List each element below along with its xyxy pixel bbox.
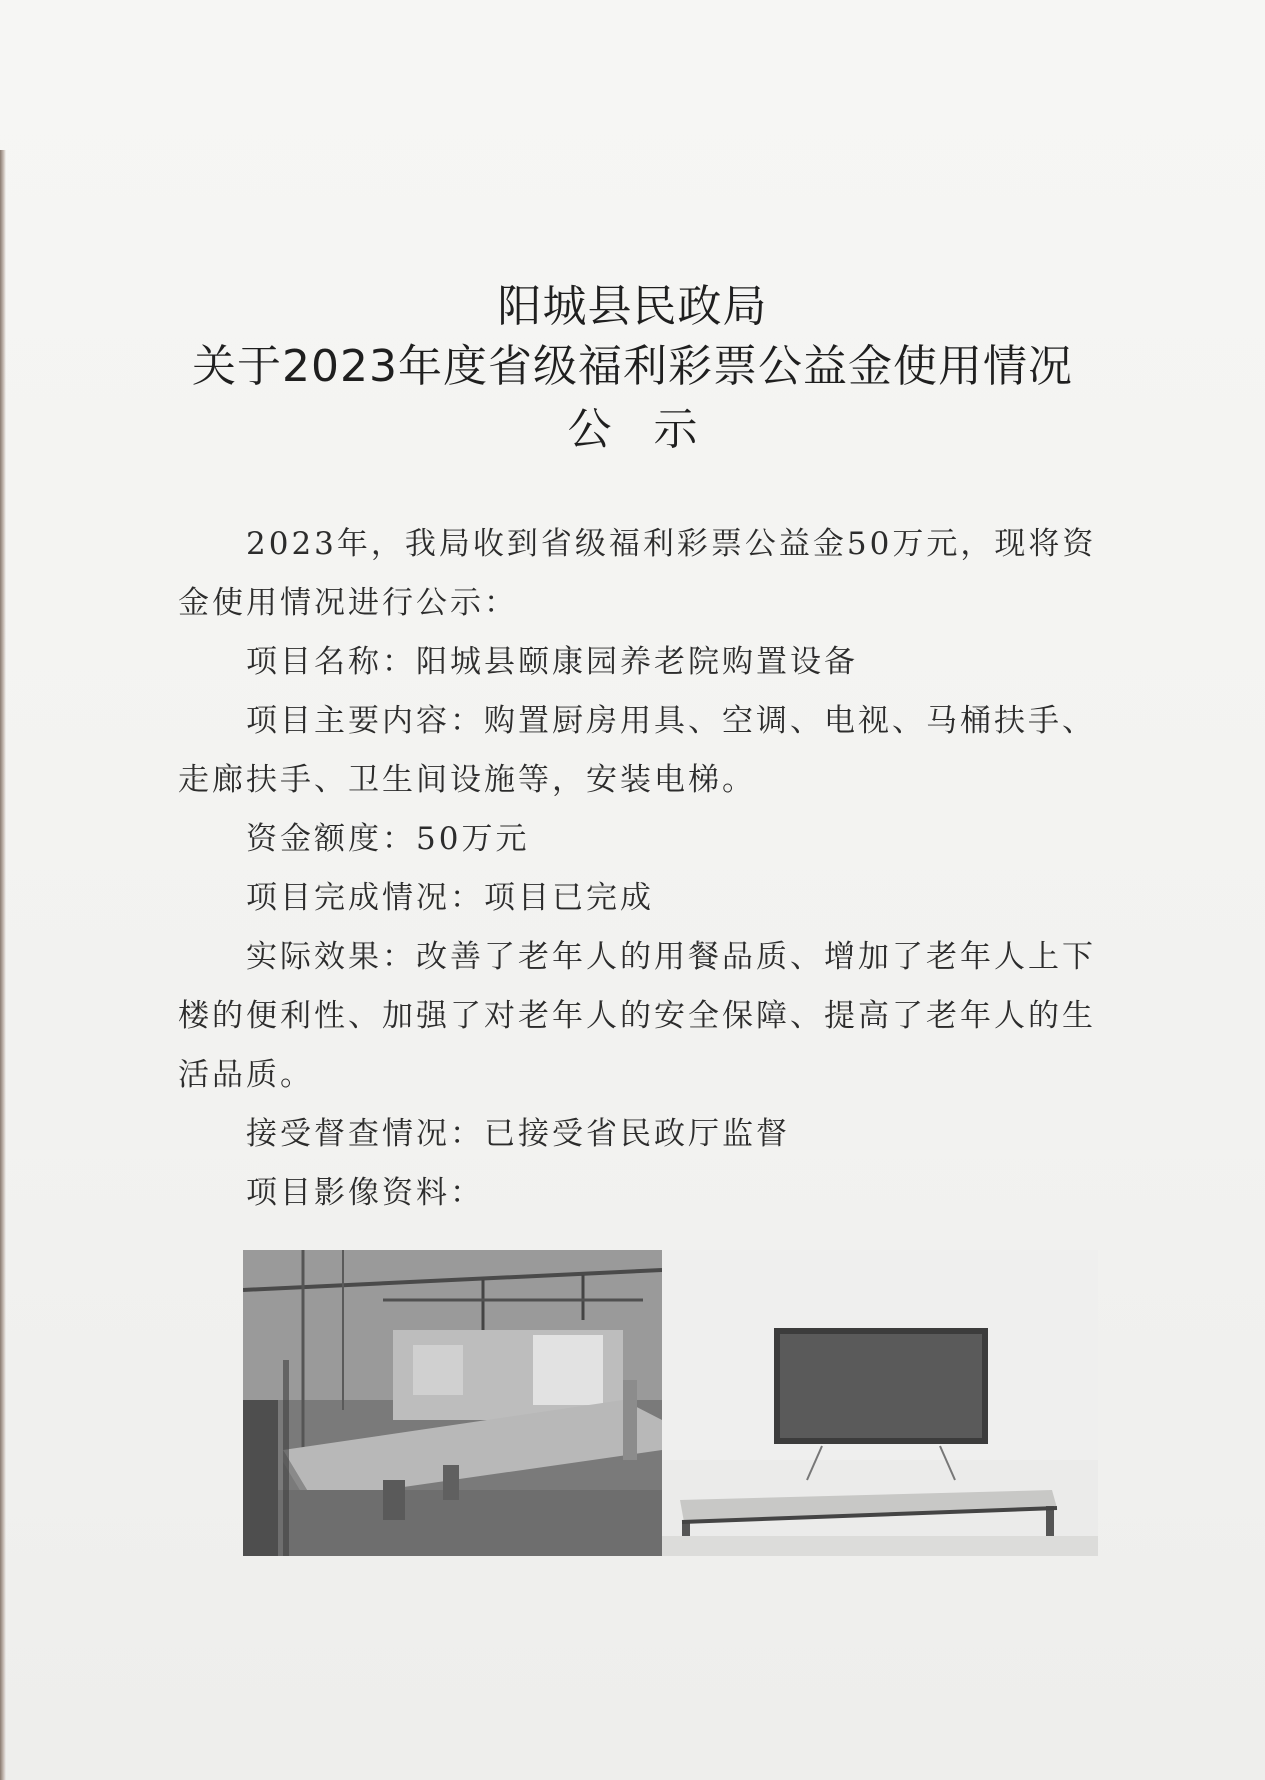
project-content: 项目主要内容：购置厨房用具、空调、电视、马桶扶手、走廊扶手、卫生间设施等，安装电梯。 <box>178 703 1096 798</box>
title-notice <box>0 393 1265 457</box>
supervision-status: 接受督查情况：已接受省民政厅监督 <box>246 1116 790 1152</box>
kitchen-photo <box>243 1250 662 1556</box>
project-status: 项目完成情况：项目已完成 <box>246 880 654 916</box>
tv-photo <box>662 1250 1098 1556</box>
title-notice-char-1: 公 <box>567 404 612 455</box>
title-issuer: 阳城县民政局 <box>497 281 768 332</box>
fund-amount: 资金额度：50万元 <box>246 821 530 857</box>
project-effect: 实际效果：改善了老年人的用餐品质、增加了老年人上下楼的便利性、加强了对老年人的安全保障、提高了老年人的生活品质。 <box>178 939 1096 1093</box>
project-name: 项目名称：阳城县颐康园养老院购置设备 <box>246 644 858 680</box>
photos-label: 项目影像资料： <box>246 1175 484 1211</box>
title-notice-char-2: 示 <box>653 404 698 455</box>
title-subject: 关于2023年度省级福利彩票公益金使用情况 <box>192 341 1073 392</box>
intro-paragraph: 2023年，我局收到省级福利彩票公益金50万元，现将资金使用情况进行公示： <box>178 526 1097 621</box>
project-photos <box>243 1250 1098 1556</box>
